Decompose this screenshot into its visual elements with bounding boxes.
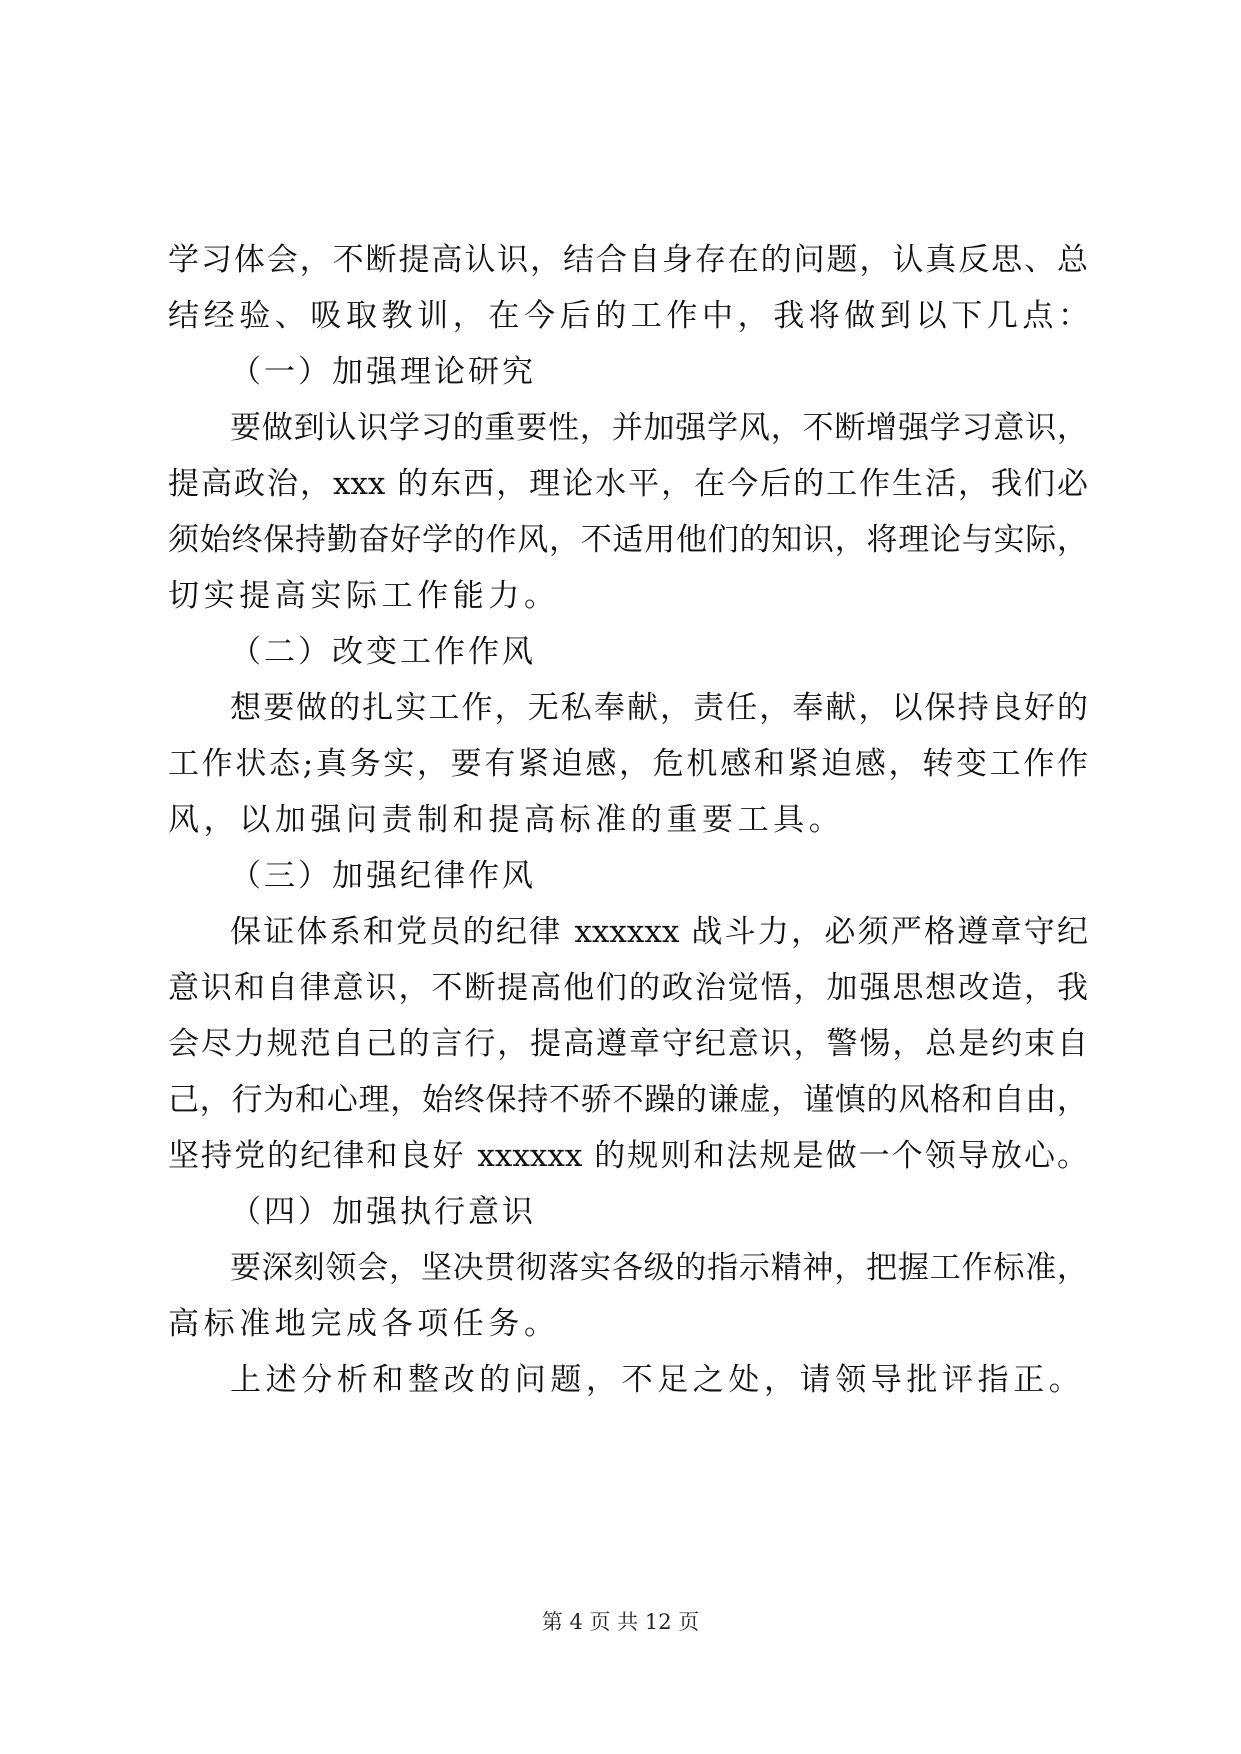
- body-line: 想要做的扎实工作，无私奉献，责任，奉献，以保持良好的: [230, 690, 1088, 726]
- body-line: 坚持党的纪律和良好 xxxxxx 的规则和法规是做一个领导放心。: [168, 1138, 1088, 1174]
- section-heading: （四）加强执行意识: [230, 1194, 536, 1230]
- body-line: 结经验、吸取教训，在今后的工作中，我将做到以下几点：: [168, 298, 1094, 334]
- body-line: 高标准地完成各项任务。: [168, 1306, 560, 1342]
- body-line: 要深刻领会，坚决贯彻落实各级的指示精神，把握工作标准，: [230, 1250, 1088, 1286]
- section-heading: （二）改变工作作风: [230, 634, 536, 670]
- body-line: 风，以加强问责制和提高标准的重要工具。: [168, 802, 845, 838]
- closing-line: 上述分析和整改的问题，不足之处，请领导批评指正。: [230, 1362, 1085, 1398]
- body-line: 学习体会，不断提高认识，结合自身存在的问题，认真反思、总: [168, 242, 1088, 278]
- body-line: 工作状态;真务实，要有紧迫感，危机感和紧迫感，转变工作作: [168, 746, 1088, 782]
- body-line: 保证体系和党员的纪律 xxxxxx 战斗力，必须严格遵章守纪: [230, 914, 1088, 950]
- body-line: 意识和自律意识，不断提高他们的政治觉悟，加强思想改造，我: [168, 970, 1088, 1006]
- section-heading: （一）加强理论研究: [230, 354, 536, 390]
- body-line: 提高政治，xxx 的东西，理论水平，在今后的工作生活，我们必: [168, 466, 1088, 502]
- section-heading: （三）加强纪律作风: [230, 858, 536, 894]
- body-line: 须始终保持勤奋好学的作风，不适用他们的知识，将理论与实际，: [168, 522, 1088, 558]
- page-footer: 第 4 页 共 12 页: [541, 1610, 700, 1634]
- body-line: 己，行为和心理，始终保持不骄不躁的谦虚，谨慎的风格和自由，: [168, 1082, 1088, 1118]
- body-line: 要做到认识学习的重要性，并加强学风，不断增强学习意识，: [230, 410, 1088, 446]
- body-line: 会尽力规范自己的言行，提高遵章守纪意识，警惕，总是约束自: [168, 1026, 1088, 1062]
- body-line: 切实提高实际工作能力。: [168, 578, 560, 614]
